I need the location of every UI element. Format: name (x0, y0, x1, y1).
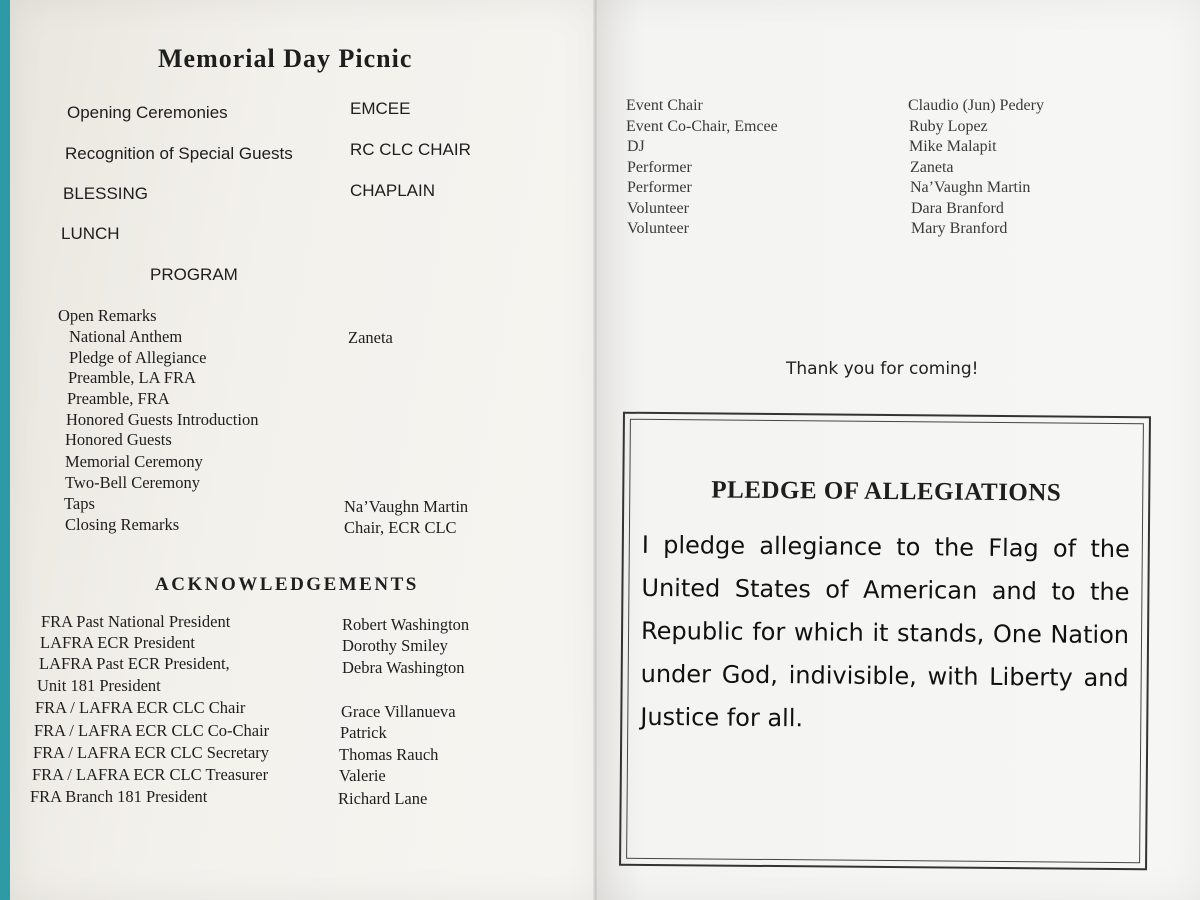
program-performer: Chair, ECR CLC (344, 518, 457, 537)
staff-name: Claudio (Jun) Pedery (908, 97, 1044, 114)
ack-title: FRA / LAFRA ECR CLC Chair (35, 698, 246, 717)
staff-role: Performer (627, 159, 692, 176)
page-fold (593, 0, 597, 900)
ack-name: Grace Villanueva (341, 702, 456, 721)
staff-role: Volunteer (627, 200, 689, 217)
ack-title: FRA Branch 181 President (30, 787, 208, 806)
program-item: Closing Remarks (65, 515, 180, 534)
program-item: Pledge of Allegiance (69, 348, 207, 367)
program-item: Taps (64, 494, 95, 513)
staff-role: Volunteer (627, 220, 689, 237)
program-item: Open Remarks (58, 306, 157, 325)
schedule-item: LUNCH (61, 224, 120, 243)
ack-title: LAFRA Past ECR President, (39, 654, 230, 673)
schedule-item: Opening Ceremonies (67, 103, 228, 122)
ack-name: Valerie (339, 766, 386, 785)
pledge-text: I pledge allegiance to the Flag of the United States of American and to the Republic for which it stands, One Nation under God, indivisible, with Liberty and Justice for all. (640, 530, 1130, 733)
staff-role: Event Chair (626, 97, 703, 114)
program-item: Preamble, LA FRA (68, 368, 196, 387)
ack-title: FRA / LAFRA ECR CLC Treasurer (32, 765, 269, 784)
ack-title: FRA Past National President (41, 612, 231, 631)
pledge-box (619, 412, 1151, 871)
schedule-role: EMCEE (350, 99, 411, 118)
program-heading: PROGRAM (150, 265, 238, 284)
schedule-role: RC CLC CHAIR (350, 140, 471, 159)
ack-title: Unit 181 President (37, 676, 161, 695)
staff-name: Mike Malapit (909, 138, 997, 155)
staff-name: Dara Branford (911, 200, 1004, 217)
schedule-role: CHAPLAIN (350, 181, 436, 200)
pledge-box-inner-border (626, 419, 1144, 863)
ack-name: Patrick (340, 723, 387, 742)
acknowledgements-heading: ACKNOWLEDGEMENTS (155, 574, 419, 595)
ack-name: Richard Lane (338, 789, 428, 808)
ack-title: LAFRA ECR President (40, 633, 195, 652)
ack-title: FRA / LAFRA ECR CLC Secretary (33, 743, 270, 762)
program-performer: Na’Vaughn Martin (344, 497, 469, 516)
program-item: Preamble, FRA (67, 389, 170, 408)
staff-role: Performer (627, 179, 692, 196)
staff-name: Ruby Lopez (909, 118, 988, 135)
staff-name: Na’Vaughn Martin (910, 179, 1031, 196)
schedule-item: Recognition of Special Guests (65, 144, 293, 163)
schedule-item: BLESSING (63, 184, 149, 203)
ack-name: Robert Washington (342, 615, 470, 634)
staff-name: Zaneta (910, 159, 954, 176)
staff-role: DJ (627, 138, 645, 155)
program-item: Memorial Ceremony (65, 452, 203, 471)
pledge-title: PLEDGE OF ALLEGIATIONS (711, 476, 1062, 507)
page-title: Memorial Day Picnic (158, 44, 413, 73)
ack-title: FRA / LAFRA ECR CLC Co-Chair (34, 721, 270, 740)
program-item: Two-Bell Ceremony (65, 473, 200, 492)
program-item: Honored Guests Introduction (66, 410, 259, 429)
staff-name: Mary Branford (911, 220, 1008, 237)
ack-name: Thomas Rauch (339, 745, 439, 764)
staff-role: Event Co-Chair, Emcee (626, 118, 778, 135)
ack-name: Debra Washington (342, 658, 465, 677)
ack-name: Dorothy Smiley (342, 636, 448, 655)
program-performer: Zaneta (348, 328, 393, 347)
thank-you-note: Thank you for coming! (786, 359, 979, 379)
program-item: National Anthem (69, 327, 183, 346)
program-item: Honored Guests (65, 430, 172, 449)
